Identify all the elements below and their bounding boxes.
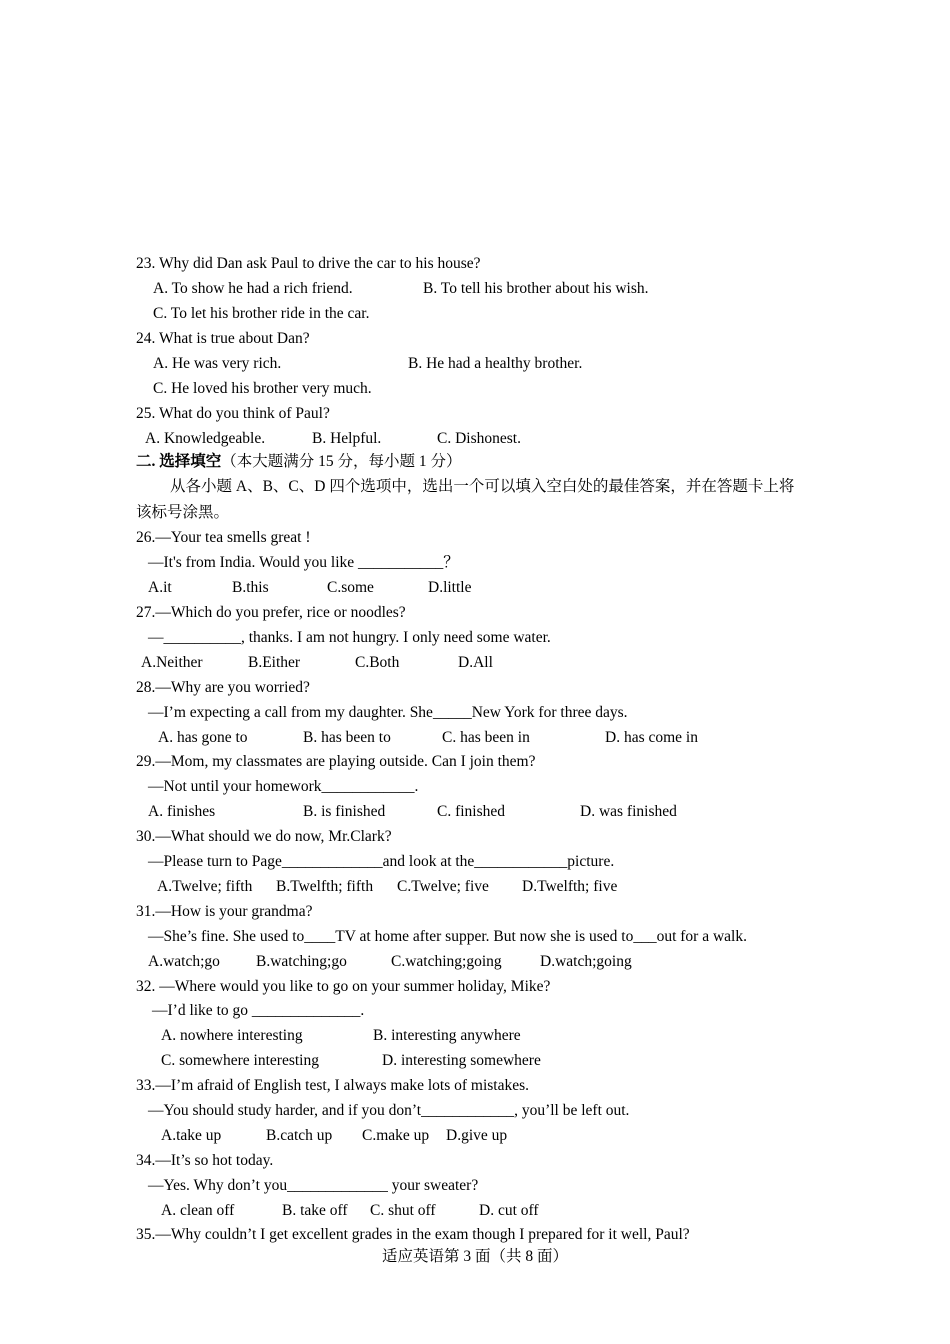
section-2-note: （本大题满分 15 分，每小题 1 分） (221, 453, 462, 470)
q32-option-c: C. somewhere interesting (161, 1052, 319, 1069)
q31-option-a: A.watch;go (148, 953, 220, 970)
q29-line-1: 29.—Mom, my classmates are playing outside. Can I join them? (136, 753, 536, 770)
q27-option-d: D.All (458, 654, 493, 671)
q32-option-d: D. interesting somewhere (382, 1052, 541, 1069)
q28-option-a: A. has gone to (158, 729, 248, 746)
q27-line-1: 27.—Which do you prefer, rice or noodles? (136, 604, 406, 621)
q25-option-a: A. Knowledgeable. (145, 430, 266, 447)
q34-option-a: A. clean off (161, 1202, 235, 1219)
q33-line-2: —You should study harder, and if you don’t____________, you’ll be left out. (148, 1102, 630, 1119)
q30-line-1: 30.—What should we do now, Mr.Clark? (136, 828, 392, 845)
q32-option-a: A. nowhere interesting (161, 1027, 303, 1044)
q27-option-b: B.Either (248, 654, 301, 671)
q28-option-b: B. has been to (303, 729, 391, 746)
q29-option-c: C. finished (437, 803, 506, 820)
section-2-title: 二. 选择填空 (136, 453, 222, 470)
q25-stem: 25. What do you think of Paul? (136, 405, 330, 422)
q23-option-a: A. To show he had a rich friend. (153, 280, 353, 297)
q27-option-a: A.Neither (141, 654, 203, 671)
q28-line-1: 28.—Why are you worried? (136, 679, 310, 696)
q23-option-c: C. To let his brother ride in the car. (153, 305, 370, 322)
q29-option-a: A. finishes (148, 803, 216, 820)
q33-option-b: B.catch up (266, 1127, 333, 1144)
q33-option-c: C.make up (362, 1127, 430, 1144)
q35-line-1: 35.—Why couldn’t I get excellent grades in the exam though I prepared for it well, Paul? (136, 1226, 690, 1243)
q31-line-2: —She’s fine. She used to____TV at home after supper. But now she is used to___out for a walk. (148, 928, 747, 945)
q34-option-b: B. take off (282, 1202, 348, 1219)
section-2-instruction-1: 从各小题 A、B、C、D 四个选项中，选出一个可以填入空白处的最佳答案，并在答题卡上将 (170, 478, 795, 495)
section-2-instruction-2: 该标号涂黑。 (136, 504, 230, 521)
q30-line-2: —Please turn to Page_____________and look at the____________picture. (148, 853, 615, 870)
q28-option-d: D. has come in (605, 729, 698, 746)
q32-line-1: 32. —Where would you like to go on your summer holiday, Mike? (136, 978, 551, 995)
q29-option-b: B. is finished (303, 803, 386, 820)
q23-option-b: B. To tell his brother about his wish. (423, 280, 649, 297)
q34-line-2: —Yes. Why don’t you_____________ your sweater? (148, 1177, 479, 1194)
q30-option-b: B.Twelfth; fifth (276, 878, 374, 895)
q31-option-b: B.watching;go (256, 953, 347, 970)
q24-option-c: C. He loved his brother very much. (153, 380, 372, 397)
q26-option-b: B.this (232, 579, 269, 596)
q26-option-a: A.it (148, 579, 172, 596)
q30-option-a: A.Twelve; fifth (157, 878, 253, 895)
q34-option-c: C. shut off (370, 1202, 436, 1219)
q24-stem: 24. What is true about Dan? (136, 330, 310, 347)
section-2-heading (136, 452, 462, 472)
q27-option-c: C.Both (355, 654, 400, 671)
q31-line-1: 31.—How is your grandma? (136, 903, 313, 920)
q24-option-a: A. He was very rich. (153, 355, 282, 372)
q33-line-1: 33.—I’m afraid of English test, I always make lots of mistakes. (136, 1077, 530, 1094)
q29-line-2: —Not until your homework____________. (148, 778, 419, 795)
q26-option-d: D.little (428, 579, 472, 596)
q32-option-b: B. interesting anywhere (373, 1027, 521, 1044)
q31-option-d: D.watch;going (540, 953, 632, 970)
q26-line-2: —It's from India. Would you like ___________？ (148, 554, 459, 571)
q30-option-d: D.Twelfth; five (522, 878, 618, 895)
q26-line-1: 26.—Your tea smells great ! (136, 529, 311, 546)
q26-option-c: C.some (327, 579, 374, 596)
q28-option-c: C. has been in (442, 729, 530, 746)
q29-option-d: D. was finished (580, 803, 677, 820)
q32-line-2: —I’d like to go ______________. (152, 1002, 365, 1019)
q23-stem: 23. Why did Dan ask Paul to drive the car to his house? (136, 255, 481, 272)
q34-option-d: D. cut off (479, 1202, 539, 1219)
q33-option-a: A.take up (161, 1127, 222, 1144)
q25-option-c: C. Dishonest. (437, 430, 521, 447)
page-footer: 适应英语第 3 面（共 8 面） (381, 1248, 568, 1265)
q34-line-1: 34.—It’s so hot today. (136, 1152, 274, 1169)
q28-line-2: —I’m expecting a call from my daughter. She_____New York for three days. (148, 704, 628, 721)
q31-option-c: C.watching;going (391, 953, 502, 970)
q27-line-2: —__________, thanks. I am not hungry. I only need some water. (148, 629, 551, 646)
q30-option-c: C.Twelve; five (397, 878, 489, 895)
q24-option-b: B. He had a healthy brother. (408, 355, 583, 372)
q33-option-d: D.give up (446, 1127, 508, 1144)
q25-option-b: B. Helpful. (312, 430, 382, 447)
